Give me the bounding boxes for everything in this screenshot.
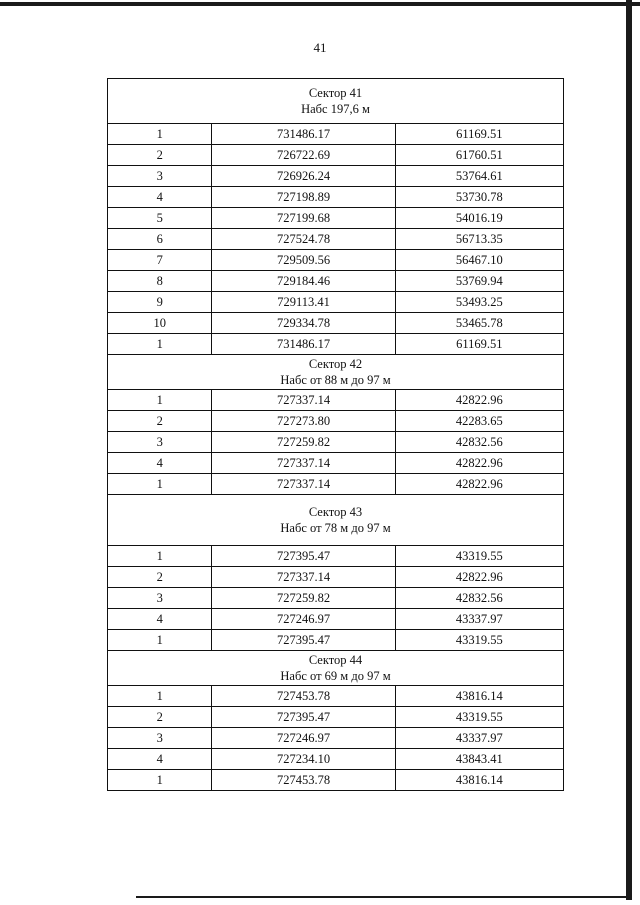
sector-header-row xyxy=(108,495,564,546)
y-coordinate-cell: 43319.55 xyxy=(395,707,563,728)
x-coordinate-cell: 727199.68 xyxy=(212,208,395,229)
y-coordinate-cell: 43319.55 xyxy=(395,546,563,567)
y-coordinate-cell: 42822.96 xyxy=(395,390,563,411)
sector-subtitle: Набс 197,6 м xyxy=(301,102,370,116)
y-coordinate-cell: 53465.78 xyxy=(395,313,563,334)
x-coordinate-cell: 727259.82 xyxy=(212,588,395,609)
table-row xyxy=(108,707,564,728)
sector-header xyxy=(108,355,564,390)
point-number-cell: 1 xyxy=(108,686,212,707)
table-row xyxy=(108,686,564,707)
x-coordinate-cell: 731486.17 xyxy=(212,124,395,145)
point-number-cell: 1 xyxy=(108,546,212,567)
table-row xyxy=(108,229,564,250)
scan-edge-right xyxy=(626,0,632,900)
x-coordinate-cell: 727453.78 xyxy=(212,686,395,707)
page-number: 41 xyxy=(313,40,327,55)
sector-title: Сектор 43 xyxy=(308,505,363,519)
x-coordinate-cell: 727259.82 xyxy=(212,432,395,453)
table-row xyxy=(108,474,564,495)
point-number-cell: 5 xyxy=(108,208,212,229)
x-coordinate-cell: 727395.47 xyxy=(212,546,395,567)
x-coordinate-cell: 727453.78 xyxy=(212,770,395,791)
sector-header xyxy=(108,79,564,124)
table-row xyxy=(108,334,564,355)
x-coordinate-cell: 729113.41 xyxy=(212,292,395,313)
table-row xyxy=(108,453,564,474)
point-number-cell: 3 xyxy=(108,166,212,187)
sector-header xyxy=(108,651,564,686)
point-number-cell: 2 xyxy=(108,707,212,728)
y-coordinate-cell: 61169.51 xyxy=(395,124,563,145)
x-coordinate-cell: 727198.89 xyxy=(212,187,395,208)
point-number-cell: 1 xyxy=(108,334,212,355)
table-row xyxy=(108,411,564,432)
y-coordinate-cell: 42283.65 xyxy=(395,411,563,432)
y-coordinate-cell: 43843.41 xyxy=(395,749,563,770)
table-row xyxy=(108,546,564,567)
x-coordinate-cell: 727337.14 xyxy=(212,390,395,411)
y-coordinate-cell: 43337.97 xyxy=(395,609,563,630)
sector-header-row xyxy=(108,355,564,390)
sector-title: Сектор 41 xyxy=(308,86,363,100)
table-row xyxy=(108,292,564,313)
point-number-cell: 8 xyxy=(108,271,212,292)
point-number-cell: 6 xyxy=(108,229,212,250)
x-coordinate-cell: 727234.10 xyxy=(212,749,395,770)
table-row xyxy=(108,588,564,609)
point-number-cell: 10 xyxy=(108,313,212,334)
y-coordinate-cell: 56713.35 xyxy=(395,229,563,250)
y-coordinate-cell: 42822.96 xyxy=(395,453,563,474)
x-coordinate-cell: 727337.14 xyxy=(212,453,395,474)
point-number-cell: 3 xyxy=(108,728,212,749)
point-number-cell: 4 xyxy=(108,453,212,474)
sector-header-row xyxy=(108,651,564,686)
y-coordinate-cell: 42832.56 xyxy=(395,432,563,453)
x-coordinate-cell: 727337.14 xyxy=(212,567,395,588)
table-row xyxy=(108,166,564,187)
table-row xyxy=(108,749,564,770)
y-coordinate-cell: 42822.96 xyxy=(395,474,563,495)
x-coordinate-cell: 731486.17 xyxy=(212,334,395,355)
table-row xyxy=(108,390,564,411)
point-number-cell: 1 xyxy=(108,770,212,791)
point-number-cell: 1 xyxy=(108,630,212,651)
point-number-cell: 1 xyxy=(108,474,212,495)
table-row xyxy=(108,124,564,145)
coordinates-table-body xyxy=(108,79,564,791)
table-row xyxy=(108,630,564,651)
table-row xyxy=(108,728,564,749)
table-row xyxy=(108,770,564,791)
y-coordinate-cell: 61169.51 xyxy=(395,334,563,355)
x-coordinate-cell: 726722.69 xyxy=(212,145,395,166)
y-coordinate-cell: 53764.61 xyxy=(395,166,563,187)
y-coordinate-cell: 42832.56 xyxy=(395,588,563,609)
table-row xyxy=(108,145,564,166)
x-coordinate-cell: 727246.97 xyxy=(212,728,395,749)
sector-header xyxy=(108,495,564,546)
sector-subtitle: Набс от 88 м до 97 м xyxy=(280,373,391,387)
coordinates-table xyxy=(107,78,564,791)
table-row xyxy=(108,609,564,630)
y-coordinate-cell: 43816.14 xyxy=(395,686,563,707)
sector-subtitle: Набс от 69 м до 97 м xyxy=(280,669,391,683)
point-number-cell: 1 xyxy=(108,124,212,145)
y-coordinate-cell: 43337.97 xyxy=(395,728,563,749)
sector-title: Сектор 44 xyxy=(308,653,363,667)
y-coordinate-cell: 53769.94 xyxy=(395,271,563,292)
sector-subtitle: Набс от 78 м до 97 м xyxy=(280,521,391,535)
table-row xyxy=(108,271,564,292)
sector-header-row xyxy=(108,79,564,124)
table-row xyxy=(108,187,564,208)
x-coordinate-cell: 729334.78 xyxy=(212,313,395,334)
point-number-cell: 1 xyxy=(108,390,212,411)
y-coordinate-cell: 53730.78 xyxy=(395,187,563,208)
x-coordinate-cell: 727337.14 xyxy=(212,474,395,495)
y-coordinate-cell: 61760.51 xyxy=(395,145,563,166)
table-row xyxy=(108,567,564,588)
y-coordinate-cell: 42822.96 xyxy=(395,567,563,588)
point-number-cell: 9 xyxy=(108,292,212,313)
point-number-cell: 2 xyxy=(108,411,212,432)
sector-title: Сектор 42 xyxy=(308,357,363,371)
x-coordinate-cell: 729184.46 xyxy=(212,271,395,292)
table-row xyxy=(108,208,564,229)
scan-edge-top xyxy=(0,2,640,6)
x-coordinate-cell: 727395.47 xyxy=(212,630,395,651)
x-coordinate-cell: 727524.78 xyxy=(212,229,395,250)
table-row xyxy=(108,432,564,453)
point-number-cell: 2 xyxy=(108,145,212,166)
point-number-cell: 7 xyxy=(108,250,212,271)
y-coordinate-cell: 53493.25 xyxy=(395,292,563,313)
point-number-cell: 3 xyxy=(108,432,212,453)
table-row xyxy=(108,313,564,334)
y-coordinate-cell: 56467.10 xyxy=(395,250,563,271)
point-number-cell: 2 xyxy=(108,567,212,588)
table-row xyxy=(108,250,564,271)
x-coordinate-cell: 729509.56 xyxy=(212,250,395,271)
x-coordinate-cell: 726926.24 xyxy=(212,166,395,187)
y-coordinate-cell: 43319.55 xyxy=(395,630,563,651)
y-coordinate-cell: 54016.19 xyxy=(395,208,563,229)
x-coordinate-cell: 727246.97 xyxy=(212,609,395,630)
point-number-cell: 4 xyxy=(108,749,212,770)
x-coordinate-cell: 727395.47 xyxy=(212,707,395,728)
point-number-cell: 3 xyxy=(108,588,212,609)
scan-edge-bottom xyxy=(136,896,628,898)
point-number-cell: 4 xyxy=(108,187,212,208)
x-coordinate-cell: 727273.80 xyxy=(212,411,395,432)
point-number-cell: 4 xyxy=(108,609,212,630)
y-coordinate-cell: 43816.14 xyxy=(395,770,563,791)
